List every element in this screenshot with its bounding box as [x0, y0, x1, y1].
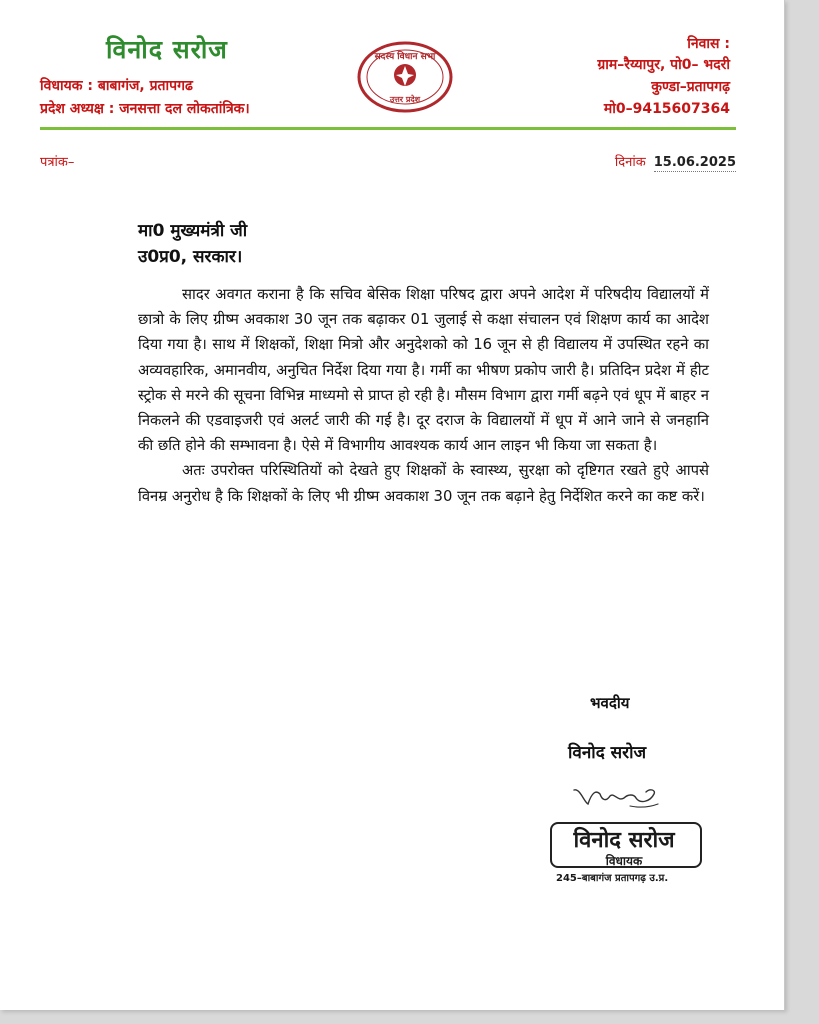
handwritten-signature [570, 780, 662, 816]
header-divider [40, 127, 736, 130]
address-line2: कुण्डा–प्रतापगढ़ [651, 79, 730, 95]
date-value: 15.06.2025 [653, 155, 736, 170]
seal-bottom-text: उत्तर प्रदेश [389, 95, 421, 104]
body-paragraph-2: अतः उपरोक्त परिस्थितियों को देखते हुए शिक्षकों के स्वास्थ्य, सुरक्षा को दृष्टिगत रखते हुऐ आपसे विनम्र अनुरोध है कि शिक्षकों के लिए भी ग्रीष्म अवकाश 30 जून तक बढ़ाने हेतु निर्देशित करने का कष्ट करें। [138, 462, 709, 505]
letter-body [138, 282, 709, 509]
body-paragraph-1: सादर अवगत कराना है कि सचिव बेसिक शिक्षा परिषद द्वारा अपने आदेश में परिषदीय विद्यालयों में छात्रो के लिए ग्रीष्म अवकाश 30 जून तक बढ़ाकर 01 जुलाई से कक्षा संचालन एवं शिक्षण कार्य का आदेश दिया गया है। साथ में शिक्षकों, शिक्षा मित्रो और अनुदेशको को 16 जून से ही विद्यालय में उपस्थित रहने का अव्यवहारिक, अमानवीय, अनुचित निर्देश दिया गया है। गर्मी का भीषण प्रकोप जारी है। प्रतिदिन प्रदेश में हीट स्ट्रोक से मरने की सूचना विभिन्न माध्यमो से प्राप्त हो रही है। मौसम विभाग द्वारा गर्मी बढ़ने एवं धूप में बाहर न निकलने की एडवाइजरी एवं अलर्ट जारी की गई है। दूर दराज के विद्यालयों में धूप में आने जाने से जनहानि की छति होने की सम्भावना है। ऐसे में विभागीय आवश्यक कार्य आन लाइन भी किया जा सकता है। [138, 286, 709, 455]
date-line [615, 152, 736, 170]
closing-salutation: भवदीय [590, 694, 630, 712]
address-label: निवास : [687, 36, 730, 52]
address-line1: ग्राम–रैय्यापुर, पो0– भदरी [597, 57, 730, 73]
seal-top-text: सदस्य विधान सभा [374, 52, 436, 62]
stamp-address: 245–बाबागंज प्रतापगढ़ उ.प्र. [556, 873, 669, 884]
recipient-line1: मा0 मुख्यमंत्री जी [138, 221, 248, 241]
letterhead-designation: विधायक : बाबागंज, प्रतापगढ [40, 78, 193, 94]
signatory-name: विनोद सरोज [568, 743, 647, 763]
recipient-line2: उ0प्र0, सरकार। [138, 247, 243, 267]
address-phone: मो0–9415607364 [603, 101, 730, 117]
letterhead-party-role: प्रदेश अध्यक्ष : जनसत्ता दल लोकतांत्रिक। [40, 101, 250, 117]
official-stamp [542, 822, 702, 886]
reference-number-label: पत्रांक– [40, 155, 75, 170]
letterhead-name: विनोद सरोज [106, 35, 228, 64]
assembly-seal-icon [356, 40, 454, 114]
stamp-name: विनोद सरोज [573, 828, 675, 853]
stamp-title: विधायक [605, 854, 643, 868]
date-label: दिनांक [614, 155, 646, 170]
